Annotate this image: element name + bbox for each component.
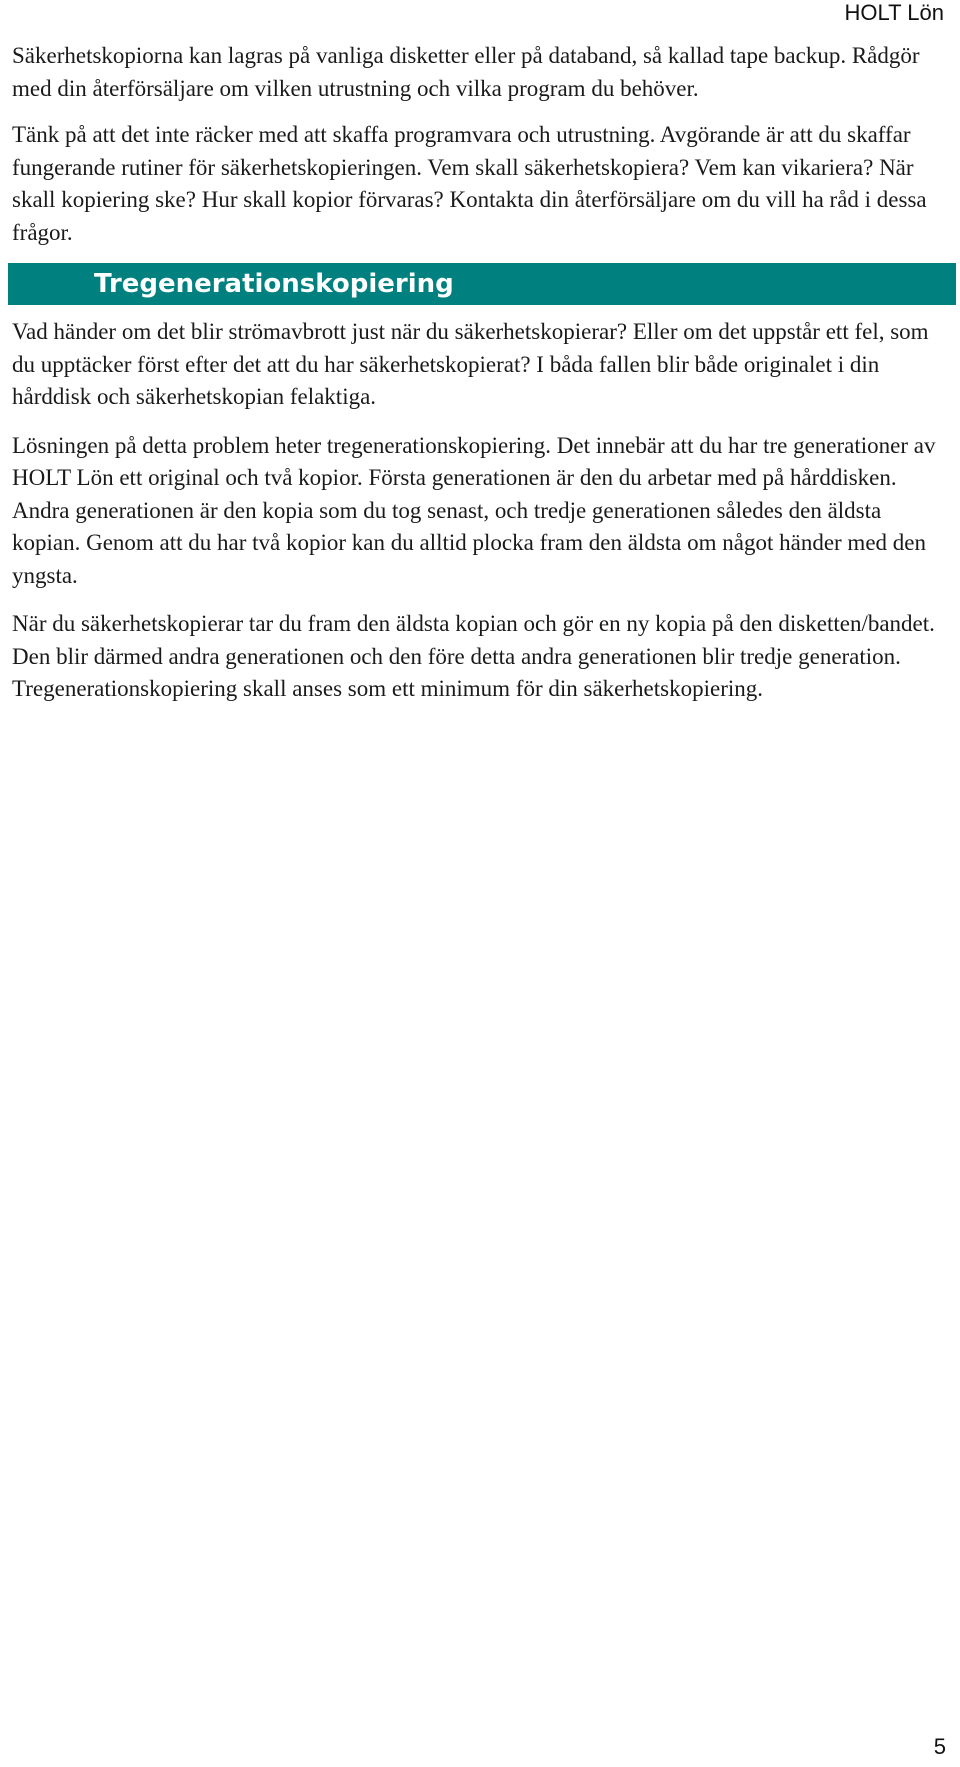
intro-paragraph-2: Tänk på att det inte räcker med att skaffa programvara och utrustning. Avgörande är att du skaffar fungerande rutiner för säkerhetskopieringen. Vem skall säkerhetskopiera? Vem kan vikariera? När skall kopiering ske? Hur skall kopior förvaras? Kontakta din återförsäljare om du vill ha råd i dessa frågor.: [12, 122, 927, 245]
running-header: HOLT Lön: [844, 0, 944, 25]
document-body: [12, 40, 942, 722]
section-paragraph-2: Lösningen på detta problem heter tregenerationskopiering. Det innebär att du har tre generationer av HOLT Lön ett original och två kopior. Första generationen är den du arbetar med på hårddisken. Andra generationen är den kopia som du tog senast, och tredje generationen således den äldsta kopian. Genom att du har två kopior kan du alltid plocka fram den äldsta om något händer med den yngsta.: [12, 432, 936, 588]
page-number: 5: [933, 1734, 946, 1759]
section-paragraph-1: Vad händer om det blir strömavbrott just när du säkerhetskopierar? Eller om det uppstår ett fel, som du upptäcker först efter det att du har säkerhetskopierat? I båda fallen blir både originalet i din hårddisk och säkerhetskopian felaktiga.: [12, 319, 929, 409]
section-heading: Tregenerationskopiering: [8, 263, 956, 305]
section-paragraph-3: När du säkerhetskopierar tar du fram den äldsta kopian och gör en ny kopia på den disketten/bandet. Den blir därmed andra generationen och den före detta andra generationen blir tredje generation. Tregenerationskopiering skall anses som ett minimum för din säkerhetskopiering.: [12, 611, 935, 701]
intro-paragraph-1: Säkerhetskopiorna kan lagras på vanliga disketter eller på databand, så kallad tape backup. Rådgör med din återförsäljare om vilken utrustning och vilka program du behöver.: [12, 43, 920, 101]
